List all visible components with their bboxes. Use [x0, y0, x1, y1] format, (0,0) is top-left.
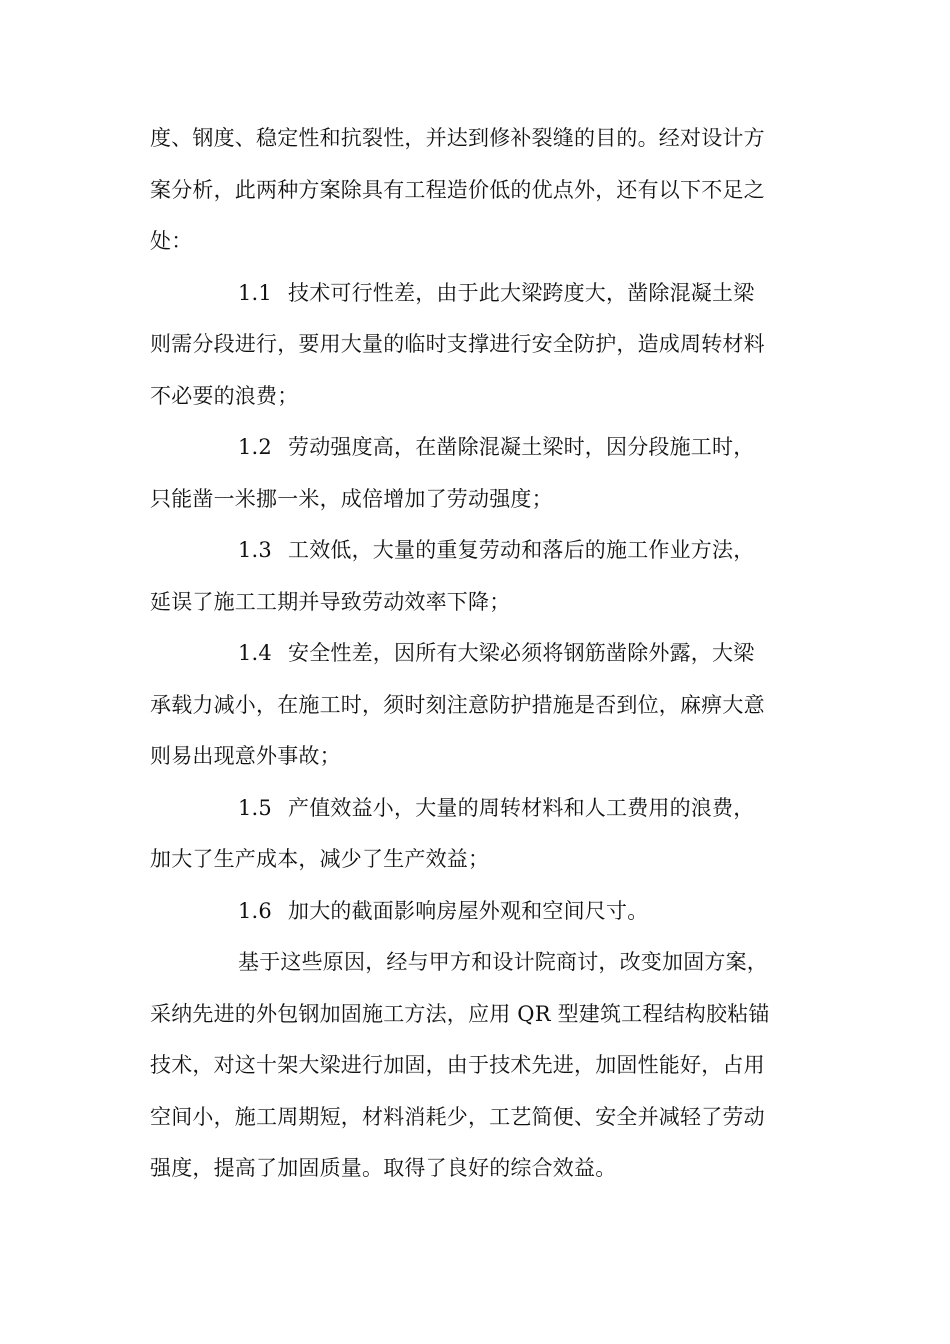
paragraph-line: 处： [150, 229, 193, 253]
paragraph-line: 强度，提高了加固质量。取得了良好的综合效益。 [150, 1156, 617, 1180]
list-item-number: 1.2 [238, 435, 272, 459]
paragraph-line: 则需分段进行，要用大量的临时支撑进行安全防护，造成周转材料 [150, 332, 765, 356]
list-item-number: 1.6 [238, 899, 272, 923]
paragraph-line: 基于这些原因，经与甲方和设计院商讨，改变加固方案， [238, 950, 768, 974]
list-item-text: 产值效益小，大量的周转材料和人工费用的浪费， [288, 796, 755, 820]
paragraph-line: 只能凿一米挪一米，成倍增加了劳动强度； [150, 487, 553, 511]
list-item-number: 1.1 [238, 281, 272, 305]
list-item-number: 1.4 [238, 641, 272, 665]
paragraph-line: 技术，对这十架大梁进行加固，由于技术先进，加固性能好，占用 [150, 1053, 765, 1077]
paragraph-line: 则易出现意外事故； [150, 744, 341, 768]
paragraph-line: 不必要的浪费； [150, 384, 299, 408]
list-item-1-4 [238, 638, 754, 668]
list-item-1-3 [238, 535, 754, 565]
list-item-number: 1.5 [238, 796, 272, 820]
list-item-number: 1.3 [238, 538, 272, 562]
list-item-1-5 [238, 793, 754, 823]
list-item-text: 安全性差，因所有大梁必须将钢筋凿除外露，大梁 [288, 641, 755, 665]
list-item-1-2 [238, 432, 754, 462]
paragraph-line: 空间小，施工周期短，材料消耗少，工艺简便、安全并减轻了劳动 [150, 1105, 765, 1129]
paragraph-line: 案分析，此两种方案除具有工程造价低的优点外，还有以下不足之 [150, 178, 765, 202]
paragraph-line: 延误了施工工期并导致劳动效率下降； [150, 590, 511, 614]
list-item-text: 技术可行性差，由于此大梁跨度大，凿除混凝土梁 [288, 281, 755, 305]
list-item-text: 工效低，大量的重复劳动和落后的施工作业方法， [288, 538, 755, 562]
paragraph-line: 承载力减小，在施工时，须时刻注意防护措施是否到位，麻痹大意 [150, 693, 765, 717]
paragraph-line: 采纳先进的外包钢加固施工方法，应用 QR 型建筑工程结构胶粘锚 [150, 1002, 770, 1026]
list-item-1-1 [238, 278, 754, 308]
list-item-1-6 [238, 896, 648, 926]
list-item-text: 劳动强度高，在凿除混凝土梁时，因分段施工时， [288, 435, 755, 459]
list-item-text: 加大的截面影响房屋外观和空间尺寸。 [288, 899, 649, 923]
paragraph-line: 度、钢度、稳定性和抗裂性，并达到修补裂缝的目的。经对设计方 [150, 126, 765, 150]
paragraph-line: 加大了生产成本，减少了生产效益； [150, 847, 490, 871]
